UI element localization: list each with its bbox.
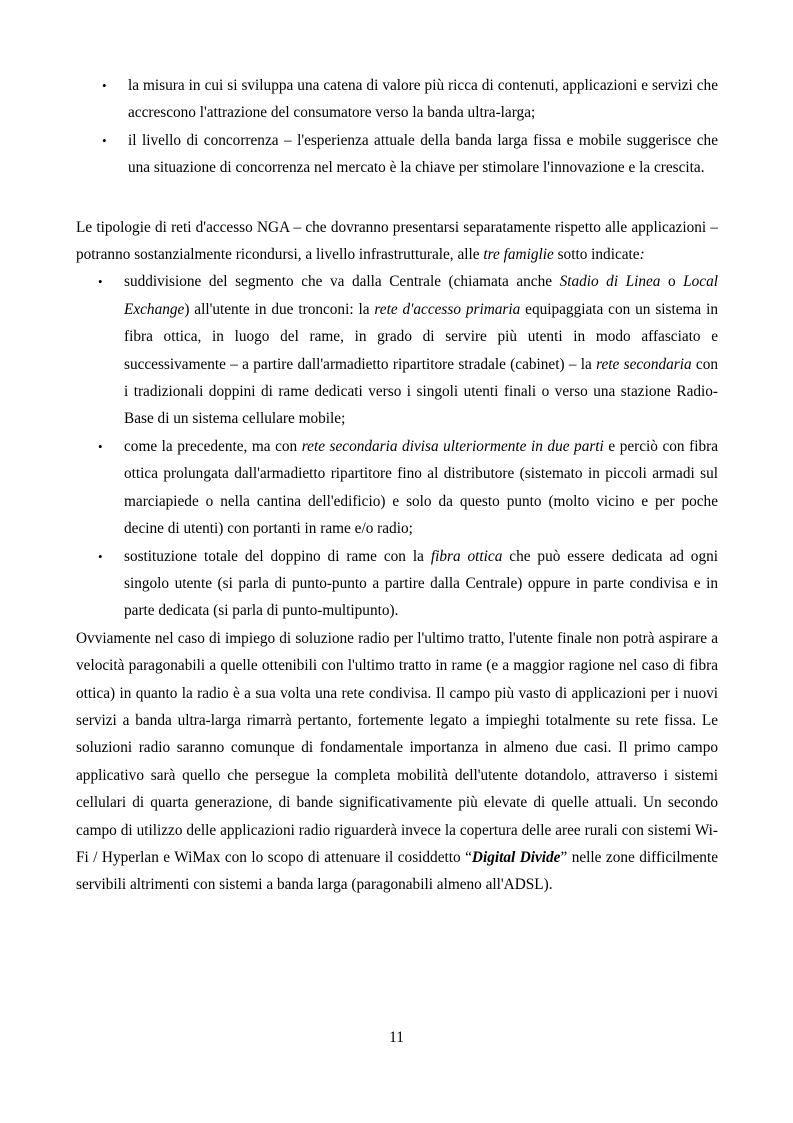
list-item — [76, 543, 718, 625]
family-text: sostituzione totale del doppino di rame con la — [124, 547, 431, 565]
list-item-text: il livello di concorrenza – l'esperienza attuale della banda larga fissa e mobile suggerisce che una situazione di concorrenza nel mercato è la chiave per stimolare l'innovazione e la crescita. — [128, 131, 718, 177]
closing-paragraph — [76, 625, 718, 899]
family-term: fibra ottica — [430, 547, 503, 565]
family-term: Local Exchange — [124, 273, 718, 318]
bullet-marker: • — [98, 274, 103, 290]
family-term: rete secondaria divisa ulteriormente in due parti — [301, 437, 604, 455]
intro-text-end: sotto indicate — [553, 246, 640, 264]
intro-emphasis: tre famiglie — [483, 246, 554, 264]
family-term: Stadio di Linea — [559, 273, 661, 291]
list-item-text: la misura in cui si sviluppa una catena di valore più ricca di contenuti, applicazioni e servizi che accrescono l'attrazione del consumatore verso la banda ultra-larga; — [128, 77, 718, 122]
family-text: come la precedente, ma con — [124, 437, 302, 455]
family-term: rete d'accesso primaria — [374, 300, 521, 318]
closing-text-end: ” nelle zone difficilmente servibili altrimenti con sistemi a banda larga (paragonabili almeno all'ADSL). — [76, 848, 718, 894]
bullet-marker: • — [98, 548, 103, 564]
intro-text: Le tipologie di reti d'accesso NGA – che dovranno presentarsi separatamente rispetto alle applicazioni – potranno sostanzialmente ricondursi, a livello infrastrutturale, alle — [76, 218, 718, 264]
family-text: e perciò con fibra ottica prolungata dall'armadietto ripartitore fino al distributore (sistemato in piccoli armadi sul marciapiede o nella cantina dell'edificio) e solo da questo punto (molto vicino e per poche decine di utenti) con portanti in rame e/o radio; — [124, 437, 718, 538]
list-item — [76, 433, 718, 543]
bullet-marker: • — [102, 78, 107, 93]
family-term: rete secondaria — [596, 355, 692, 373]
intro-colon: : — [639, 246, 645, 264]
list-item — [76, 127, 718, 182]
factors-list — [76, 72, 718, 182]
list-item — [76, 72, 718, 127]
family-text: suddivisione del segmento che va dalla Centrale (chiamata anche — [124, 273, 560, 291]
digital-divide-term: Digital Divide — [471, 848, 561, 866]
family-text: equipaggiata con un sistema in fibra ottica, in luogo del rame, in grado di servire più utenti in modo affasciato e successivamente – a partire dall'armadietto ripartitore stradale (cabinet) – la — [124, 300, 718, 373]
family-text: ) all'utente in due tronconi: la — [184, 300, 375, 318]
page-body — [76, 72, 718, 899]
family-text: con i tradizionali doppini di rame dedicati verso i singoli utenti finali o verso una stazione Radio-Base di un sistema cellulare mobile; — [124, 355, 719, 428]
family-text: che può essere dedicata ad ogni singolo utente (si parla di punto-punto a partire dalla Centrale) oppure in parte condivisa e in parte dedicata (si parla di punto-multipunto). — [124, 547, 719, 620]
page-number: 11 — [389, 1029, 404, 1046]
closing-text: Ovviamente nel caso di impiego di soluzione radio per l'ultimo tratto, l'utente finale non potrà aspirare a velocità paragonabili a quelle ottenibili con l'ultimo tratto in rame (e a maggior ragione nel caso di fibra ottica) in quanto la radio è a sua volta una rete condivisa. Il campo più vasto di applicazioni per i nuovi servizi a banda ultra-larga rimarrà pertanto, fortemente legato a impieghi totalmente su rete fissa. Le soluzioni radio saranno comunque di fondamentale importanza in almeno due casi. Il primo campo applicativo sarà quello che persegue la completa mobilità dell'utente dotandolo, attraverso i sistemi cellulari di quarta generazione, di bande significativamente più elevate di quelle attuali. Un secondo campo di utilizzo delle applicazioni radio riguarderà invece la copertura delle aree rurali con sistemi Wi-Fi / Hyperlan e WiMax con lo scopo di attenuare il cosiddetto “ — [76, 629, 718, 866]
family-text: o — [660, 273, 684, 291]
intro-paragraph — [76, 214, 718, 269]
network-families-list — [76, 268, 718, 624]
list-item — [76, 268, 718, 432]
bullet-marker: • — [98, 438, 103, 454]
bullet-marker: • — [102, 132, 107, 148]
